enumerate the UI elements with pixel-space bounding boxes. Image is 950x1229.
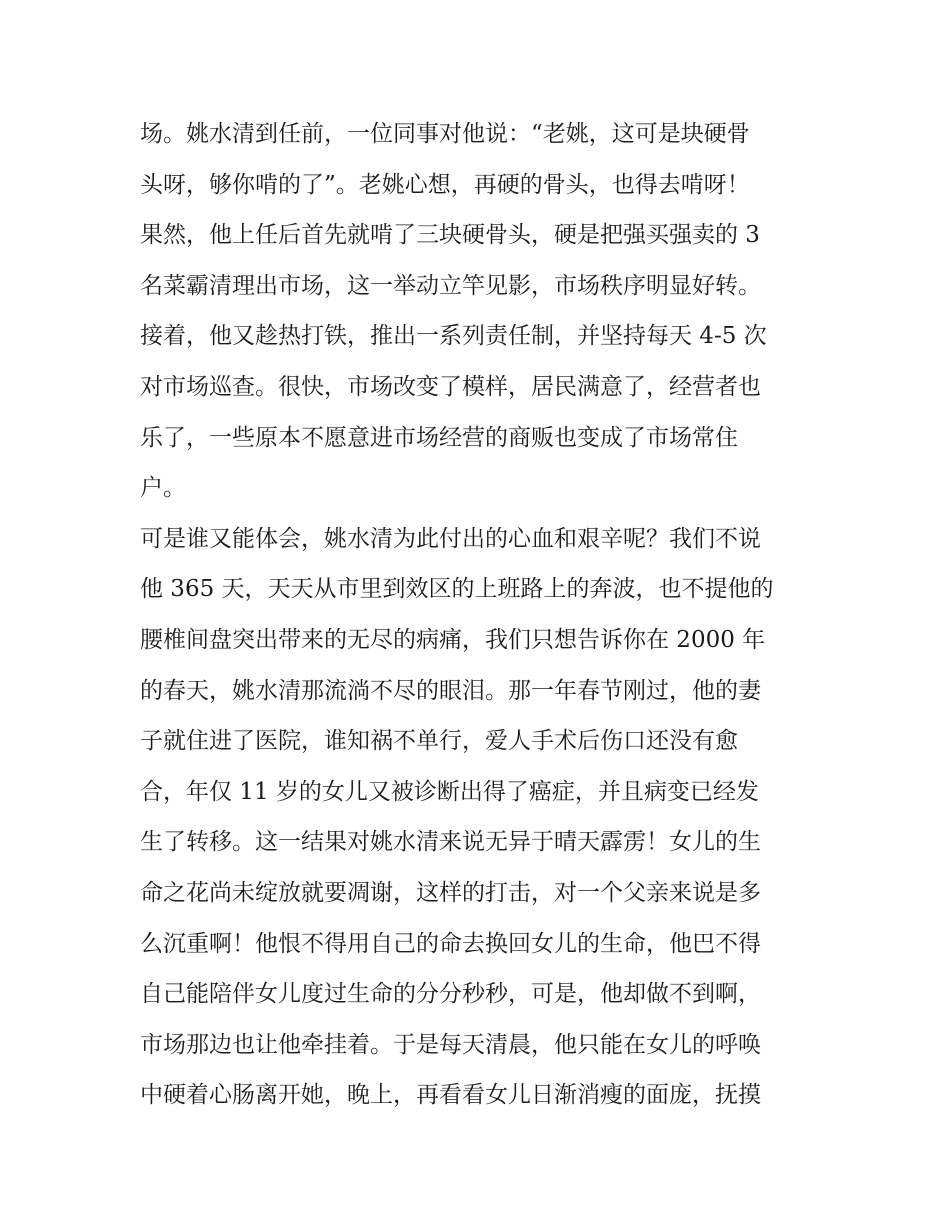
text-line: 乐了，一些原本不愿意进市场经营的商贩也变成了市场常住 [140,424,738,451]
text-line: 的春天，姚水清那流淌不尽的眼泪。那一年春节刚过，他的妻 [140,677,761,704]
text-line: 场。姚水清到任前，一位同事对他说：“老姚，这可是块硬骨 [140,121,750,147]
document-text-body [140,109,830,1121]
text-line: 可是谁又能体会，姚水清为此付出的心血和艰辛呢？我们不说 [140,525,761,552]
text-line: 果然，他上任后首先就啃了三块硬骨头，硬是把强买强卖的 3 [140,222,760,249]
text-line: 名菜霸清理出市场，这一举动立竿见影，市场秩序明显好转。 [140,272,761,299]
text-line: 生了转移。这一结果对姚水清来说无异于晴天霹雳！女儿的生 [140,829,761,856]
text-line: 接着，他又趁热打铁，推出一系列责任制，并坚持每天 4-5 次 [140,323,767,350]
text-line: 户。 [140,475,186,502]
text-line: 他 365 天，天天从市里到效区的上班路上的奔波，也不提他的 [140,576,774,603]
text-line: 市场那边也让他牵挂着。于是每天清晨，他只能在女儿的呼唤 [140,1031,761,1058]
text-line: 腰椎间盘突出带来的无尽的病痛，我们只想告诉你在 2000 年 [140,626,766,653]
text-line: 合，年仅 11 岁的女儿又被诊断出得了癌症，并且病变已经发 [140,778,759,805]
text-line: 自己能陪伴女儿度过生命的分分秒秒，可是，他却做不到啊， [140,981,761,1008]
text-line: 命之花尚未绽放就要凋谢，这样的打击，对一个父亲来说是多 [140,879,761,906]
text-line: 对市场巡查。很快，市场改变了模样，居民满意了，经营者也 [140,373,761,400]
text-line: 子就住进了医院，谁知祸不单行，爱人手术后伤口还没有愈 [140,728,738,755]
text-line: 中硬着心肠离开她，晚上，再看看女儿日渐消瘦的面庞，抚摸 [140,1082,761,1109]
text-line: 么沉重啊！他恨不得用自己的命去换回女儿的生命，他巴不得 [140,930,761,957]
text-line: 头呀，够你啃的了”。老姚心想，再硬的骨头，也得去啃呀！ [140,171,750,198]
